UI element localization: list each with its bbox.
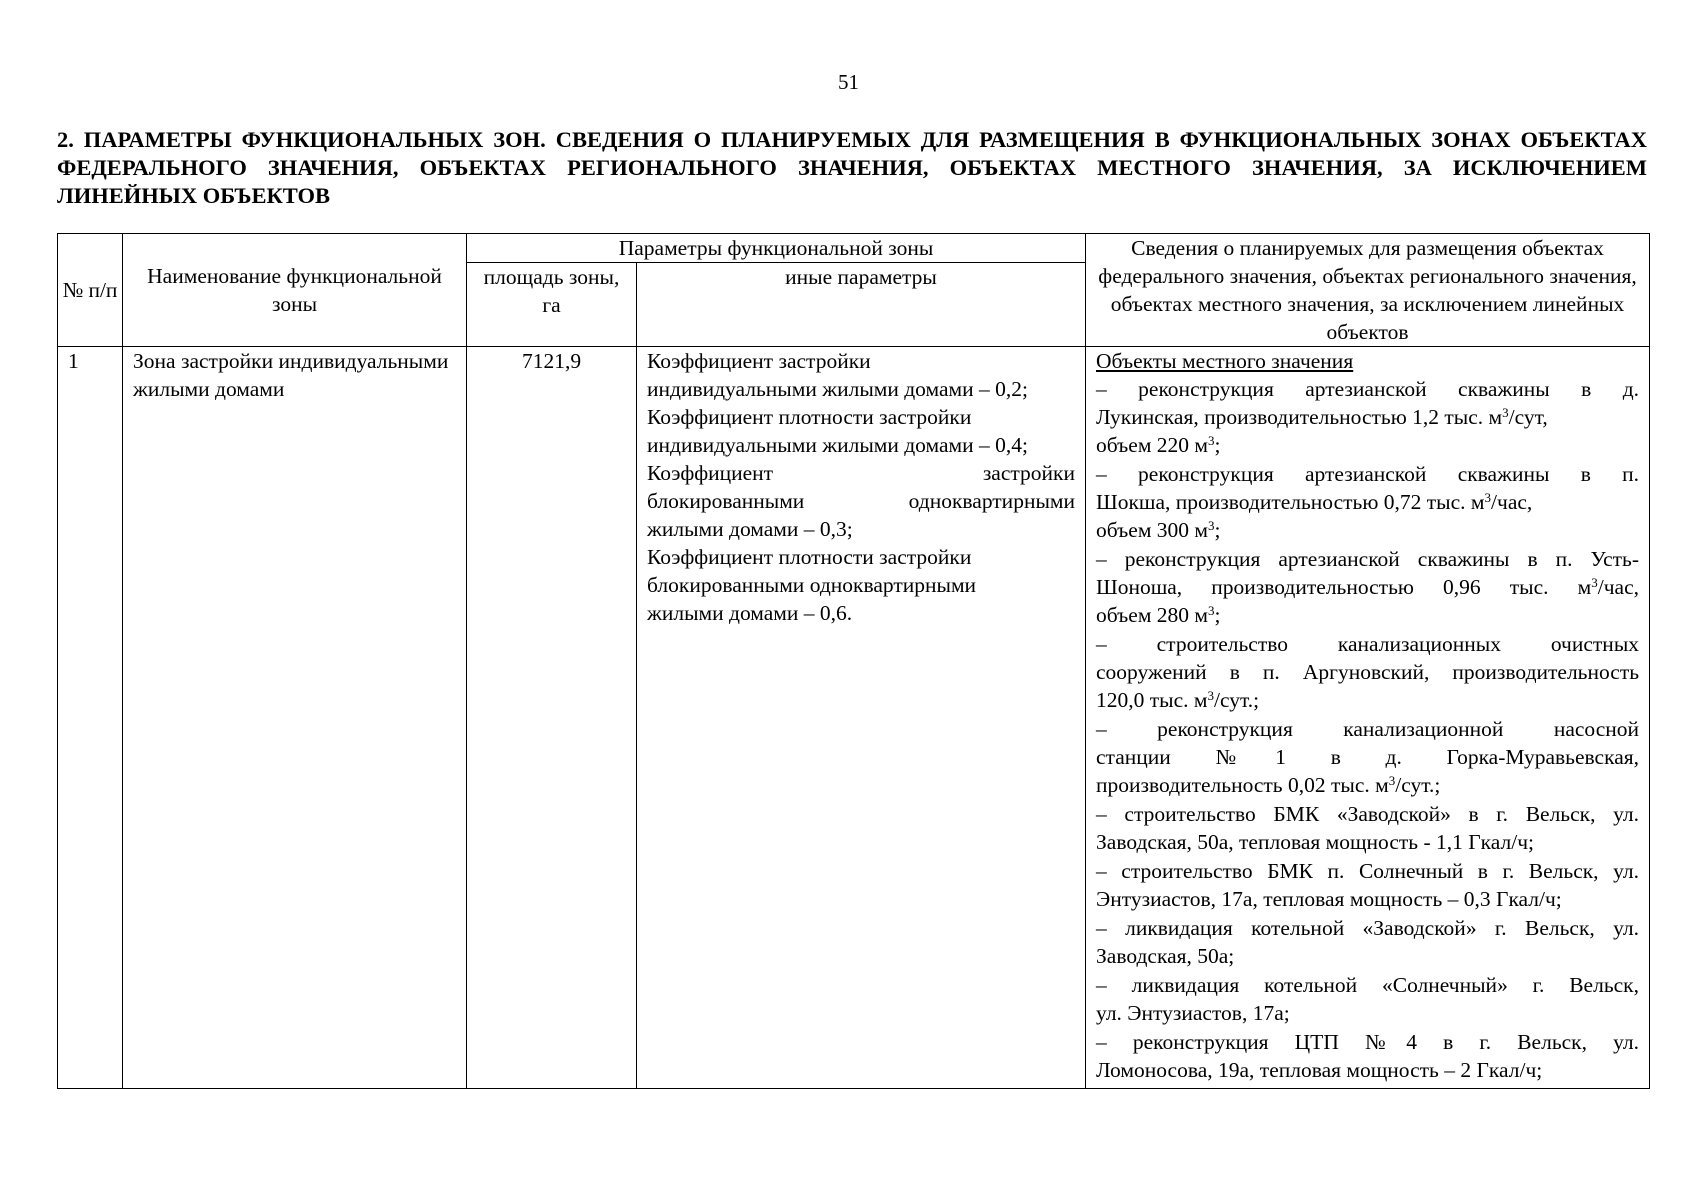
list-item: – реконструкция артезианской скважины в п. Шокша, производительностью 0,72 тыс. $м^3$/час, объем 300 $м^3$;	[1096, 462, 1640, 542]
list-item: – реконструкция артезианской скважины в д. Лукинская, производительностью 1,2 тыс. $м^3$/сут, объем 220 $м^3$;	[1096, 377, 1640, 457]
param-line: жилыми домами – 0,3;	[647, 517, 853, 541]
header-zone-name: Наименование функциональной зоны	[123, 234, 467, 347]
param-line: Коэффициент застройки	[647, 349, 871, 373]
objects-title: Объекты местного значения	[1096, 349, 1354, 373]
list-item: – ликвидация котельной «Солнечный» г. Вельск, ул. Энтузиастов, 17а;	[1096, 973, 1640, 1025]
list-item: – реконструкция артезианской скважины в п. Усть- Шоноша, производительностью 0,96 тыс. $м^3$/час, объем 280 $м^3$;	[1096, 547, 1640, 627]
param-line: Коэффициент застройки	[647, 461, 1076, 485]
cell-area: 7121,9	[467, 347, 637, 1089]
list-item: – реконструкция канализационной насосной станции №1 в д. Горка-Муравьевская, производительность 0,02 тыс. $м^3$/сут.;	[1096, 717, 1640, 797]
param-line: индивидуальными жилыми домами – 0,4;	[647, 433, 1028, 457]
cell-number: 1	[58, 347, 123, 1089]
cell-planned-objects	[1086, 347, 1650, 1089]
header-row-1	[58, 234, 1650, 263]
header-planned-objects: Сведения о планируемых для размещения объектах федерального значения, объектах регионального значения, объектах местного значения, за исключением линейных объектов	[1086, 234, 1650, 347]
list-item: – строительство БМК п. Солнечный в г. Вельск, ул. Энтузиастов, 17а, тепловая мощность – 0,3 Гкал/ч;	[1096, 859, 1640, 911]
header-other-params: иные параметры	[637, 263, 1086, 347]
param-line: индивидуальными жилыми домами – 0,2;	[647, 377, 1028, 401]
param-line: Коэффициент плотности застройки	[647, 405, 972, 429]
param-line: Коэффициент плотности застройки	[647, 545, 972, 569]
param-line: блокированными одноквартирными	[647, 489, 1076, 513]
cell-zone-name: Зона застройки индивидуальными жилыми домами	[123, 347, 467, 1089]
header-params-group: Параметры функциональной зоны	[467, 234, 1086, 263]
functional-zones-table	[57, 233, 1650, 1089]
list-item: – реконструкция ЦТП №4 в г. Вельск, ул. Ломоносова, 19а, тепловая мощность – 2 Гкал/ч;	[1096, 1030, 1640, 1082]
cell-other-params	[637, 347, 1086, 1089]
header-number: № п/п	[58, 234, 123, 347]
param-line: жилыми домами – 0,6.	[647, 601, 853, 625]
header-area: площадь зоны, га	[467, 263, 637, 347]
section-heading: 2. ПАРАМЕТРЫ ФУНКЦИОНАЛЬНЫХ ЗОН. СВЕДЕНИЯ О ПЛАНИРУЕМЫХ ДЛЯ РАЗМЕЩЕНИЯ В ФУНКЦИОНАЛЬНЫХ ЗОНАХ ОБЪЕКТАХ ФЕДЕРАЛЬНОГО ЗНАЧЕНИЯ, ОБЪЕКТАХ РЕГИОНАЛЬНОГО ЗНАЧЕНИЯ, ОБЪЕКТАХ МЕСТНОГО ЗНАЧЕНИЯ, ЗА ИСКЛЮЧЕНИЕМ ЛИНЕЙНЫХ ОБЪЕКТОВ	[57, 127, 1647, 208]
list-item: – ликвидация котельной «Заводской» г. Вельск, ул. Заводская, 50а;	[1096, 916, 1640, 968]
table-row	[58, 347, 1650, 1089]
page-number: 51	[838, 70, 859, 94]
list-item: – строительство БМК «Заводской» в г. Вельск, ул. Заводская, 50а, тепловая мощность - 1,1 Гкал/ч;	[1096, 802, 1640, 854]
param-line: блокированными одноквартирными	[647, 573, 977, 597]
list-item: – строительство канализационных очистных сооружений в п. Аргуновский, производительность 120,0 тыс. $м^3$/сут.;	[1096, 632, 1640, 712]
